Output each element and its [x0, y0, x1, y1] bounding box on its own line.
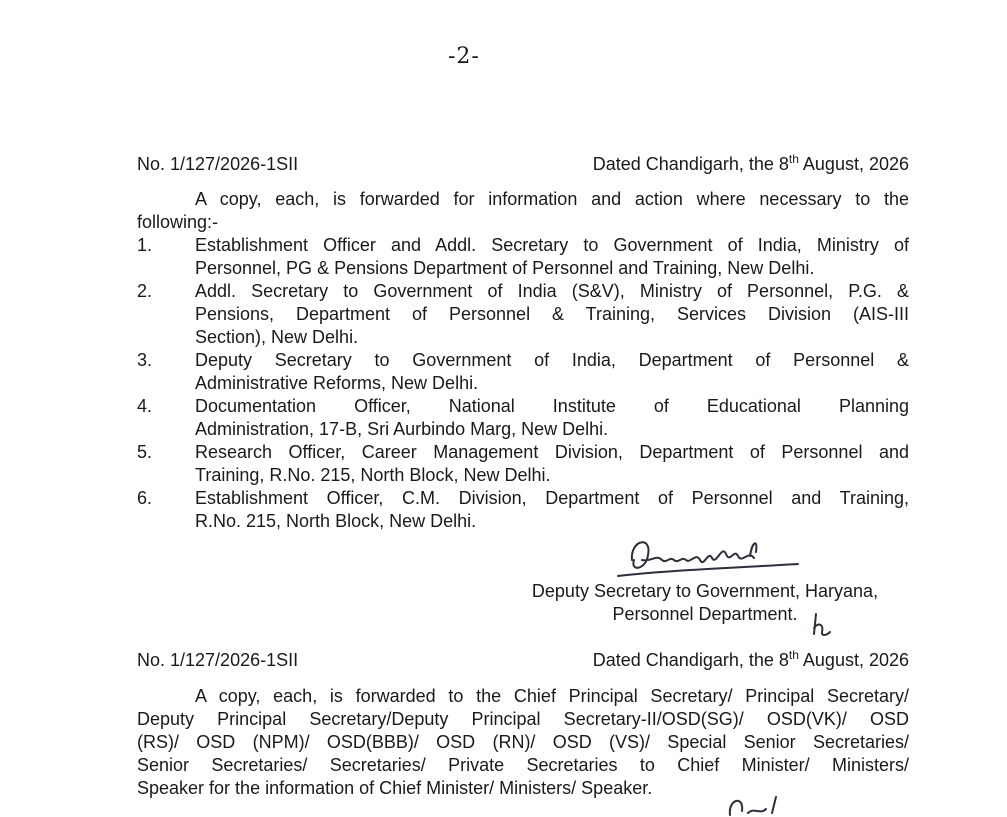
dated-line: Dated Chandigarh, the 8th August, 2026 — [592, 152, 909, 174]
handwritten-signature-partial — [720, 795, 810, 817]
signatory-block: Deputy Secretary to Government, Haryana, Personnel Department. — [531, 581, 879, 624]
document-page: -2- No. 1/127/2026-1SII Dated Chandigarh, the 8th August, 2026 A copy, each, is forwarded for information and action where necessary to the following:- 1. Establishment Officer and Addl. Secretary to Government of India, Ministry of Personnel, PG & Pensions Department of Personnel and Training, New Delhi. 2. Addl. Secretary to Government of India (S&V), Ministry of Personnel, P.G. & Pensions, Department of Personnel & Training, Services Division (AIS-III Section), New Delhi. 3. Deputy Secretary to Government of India, Department of Personnel & Administrative Reforms, New Delhi. 4. Documentation Officer, National Institute of Educational Planning Administration, 17-B, Sri Aurbindo Marg, New Delhi. 5. Research Officer, Career Management Division, Department of Personnel and Training, R.No. 215, North Block, New Delhi. 6. Establishment Officer, C.M. Division, Department of Personnel and Training, R.No. 215, North Block, New Delhi. Deputy Secretary to Government, Haryana, Personnel Department. No. 1/127/2026-1SII Dated Chandigarh, the 8th August, 2026 A copy, each, is forwarded to the Chief Principal Secretary/ Principal Secretary/ Deputy Principal Secretary/Deputy Principal Secretary-II/OSD(SG)/ OSD(VK)/ OSD (RS)/ OSD (NPM)/ OSD(BBB)/ OSD (RN)/ OSD (VS)/ Special Senior Secretaries/ Senior Secretaries/ Secretaries/ Private Secretaries to Chief Minister/ Ministers/ Speaker for the information of Chief Minister/ Ministers/ Speaker. — [0, 0, 1007, 817]
dated-line: Dated Chandigarh, the 8th August, 2026 — [592, 648, 909, 670]
reference-number: No. 1/127/2026-1SII — [137, 154, 299, 174]
page-number: -2- — [448, 44, 480, 69]
initials-mark — [808, 610, 838, 640]
intro-paragraph: A copy, each, is forwarded for information and action where necessary to the following:- — [137, 189, 909, 232]
reference-number: No. 1/127/2026-1SII — [137, 650, 299, 670]
forwarding-paragraph: A copy, each, is forwarded to the Chief Principal Secretary/ Principal Secretary/ Deputy Principal Secretary/Deputy Principal Secretary-II/OSD(SG)/ OSD(VK)/ OSD (RS)/ OSD (NPM)/ OSD(BBB)/ OSD (RN)/ OSD (VS)/ Special Senior Secretaries/ Senior Secretaries/ Secretaries/ Private Secretaries to Chief Minister/ Ministers/ Speaker for the information of Chief Minister/ Ministers/ Speaker. — [137, 686, 909, 798]
